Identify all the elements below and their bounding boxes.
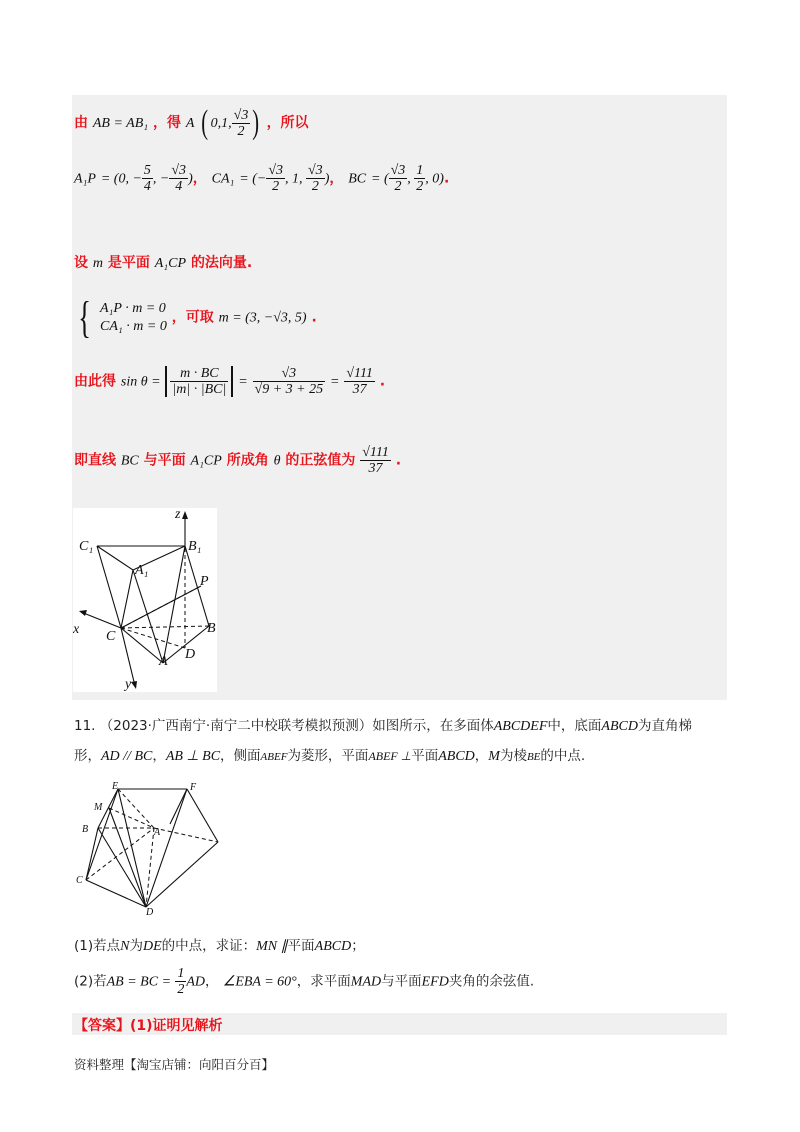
equals: =: [329, 374, 340, 390]
text: ，求平面: [296, 973, 351, 990]
den: 4: [143, 179, 151, 194]
period: .: [395, 452, 402, 469]
equals: =: [238, 374, 248, 390]
text: 与平面: [143, 452, 186, 469]
vector-ca1: CA₁: [211, 171, 235, 187]
label-a: A: [154, 827, 161, 838]
label-p: P: [200, 574, 209, 589]
text: = (: [371, 171, 389, 187]
num: 1: [416, 163, 424, 178]
text: ): [324, 171, 330, 187]
text: ,: [407, 171, 415, 187]
text: 所成角: [226, 452, 269, 469]
text: 的正弦值为: [285, 452, 356, 469]
text: (1)若点: [74, 938, 121, 954]
solution-line-1: [74, 104, 309, 142]
problem-line-2: [74, 744, 585, 765]
part-2: [74, 966, 534, 997]
answer-label: 【答案】(1)证明见解析: [74, 1018, 223, 1034]
solution-line-2: [74, 163, 449, 194]
fraction: [414, 163, 425, 194]
text: ，可取: [171, 309, 214, 326]
footer-note: 资料整理【淘宝店铺：向阳百分百】: [74, 1057, 275, 1072]
text: ；: [351, 938, 365, 954]
solution-line-5: [74, 366, 385, 397]
problem-number: 11.: [74, 718, 96, 734]
label-b: B: [207, 621, 216, 636]
solution-line-6: [74, 445, 401, 476]
fraction: [253, 366, 326, 397]
fraction: [389, 163, 408, 194]
math: MN ∥: [256, 939, 288, 954]
fraction: [360, 445, 391, 476]
text: 是平面: [107, 255, 150, 271]
math: AD: [186, 974, 205, 990]
label-e: E: [112, 781, 119, 792]
part-1: [74, 934, 365, 955]
text: 为棱: [499, 748, 527, 764]
math: N: [120, 939, 130, 954]
period: .: [443, 170, 450, 187]
text: , −: [152, 171, 170, 187]
vector-m: m: [92, 256, 103, 271]
num: 1: [177, 966, 185, 981]
den: 2: [311, 179, 319, 194]
problem-line-1: [74, 714, 692, 735]
text: （2023·广西南宁·南宁二中校联考模拟预测）如图所示，在多面体: [99, 718, 494, 734]
label-c: C: [106, 629, 116, 644]
label-m: M: [94, 802, 103, 813]
text: ，侧面: [220, 748, 261, 764]
text: , 0): [425, 171, 444, 187]
math: ABCDEF: [493, 719, 548, 734]
den: 2: [416, 179, 424, 194]
math: M: [488, 749, 500, 764]
text: = (0, −: [100, 171, 142, 187]
label-y: y: [125, 677, 132, 692]
text: 为菱形，平面: [287, 748, 369, 764]
math: AD // BC: [101, 749, 153, 764]
fraction: [266, 163, 285, 194]
vector-m-value: m = (3, −√3, 5): [218, 310, 307, 326]
num: √111: [346, 366, 373, 381]
den: 37: [368, 461, 383, 476]
label-c1: C₁: [79, 539, 94, 554]
den: 2: [394, 179, 402, 194]
math: MAD: [350, 974, 382, 990]
label-z: z: [175, 508, 181, 522]
vector-a1p: A₁P: [74, 171, 96, 187]
text: 的中点.: [540, 748, 586, 764]
num: 5: [143, 163, 151, 178]
den: 2: [272, 179, 280, 194]
text: 平面: [287, 938, 315, 954]
fraction: [170, 366, 228, 397]
equation-1: A₁P · m = 0: [100, 300, 166, 316]
num: √3: [253, 366, 326, 382]
polyhedron-figure: [76, 780, 222, 916]
text: ，: [204, 973, 219, 990]
text: 平面: [411, 748, 439, 764]
fraction: [344, 366, 375, 397]
num: √3: [308, 163, 323, 178]
paren: ): [252, 104, 260, 141]
sin-theta: sin θ =: [120, 374, 161, 390]
math: AB ⊥ BC: [165, 749, 221, 764]
num: √3: [390, 163, 406, 178]
text: 为直角梯: [637, 718, 692, 734]
equation-system: [100, 300, 167, 336]
fraction: [232, 108, 251, 139]
prism-figure: [73, 508, 217, 692]
fraction: [142, 163, 153, 194]
period: .: [379, 373, 386, 390]
abs-value: [165, 366, 233, 397]
text: ): [188, 171, 193, 187]
math: DE: [142, 939, 162, 954]
label-b1: B₁: [188, 539, 202, 554]
point-a: A: [185, 116, 195, 131]
text: 为: [129, 938, 143, 954]
text: 形，: [74, 748, 101, 764]
text: 设: [74, 255, 88, 271]
math: ABCD: [314, 939, 352, 954]
den: √9 + 3 + 25: [254, 382, 324, 397]
text: 由: [74, 115, 88, 131]
num: m · BC: [170, 366, 228, 382]
text: (2)若: [74, 973, 107, 990]
solution-line-4: [74, 292, 317, 343]
math: ABCD: [601, 719, 638, 734]
math: BE: [526, 751, 541, 763]
math: AB = BC =: [106, 974, 172, 990]
text: ，: [474, 748, 489, 764]
label-a: A: [159, 654, 168, 669]
num: √111: [362, 445, 389, 460]
label-a1: A₁: [135, 563, 149, 578]
den: 2: [237, 123, 245, 139]
math: ABEF: [260, 751, 288, 763]
fraction: [169, 163, 188, 194]
solution-line-3: [74, 252, 252, 272]
text: = (−: [239, 171, 267, 187]
den: 2: [177, 982, 185, 997]
num: √3: [233, 107, 249, 123]
equation-2: CA₁ · m = 0: [100, 318, 167, 334]
label-x: x: [73, 622, 80, 637]
num: √3: [171, 163, 187, 178]
text: 与平面: [381, 973, 422, 990]
answer-bar: [72, 1013, 727, 1035]
sep: ，: [192, 170, 207, 187]
label-f: F: [190, 782, 197, 793]
den: |m| · |BC|: [172, 382, 227, 397]
formula: AB = AB₁: [92, 116, 149, 131]
math: EFD: [421, 974, 449, 990]
text: ，得: [153, 115, 182, 131]
paren: (: [201, 104, 209, 141]
theta: θ: [273, 453, 281, 469]
math: ABCD: [438, 749, 475, 764]
label-c: C: [76, 875, 83, 886]
label-d: D: [185, 647, 196, 662]
plane-a1cp: A₁CP: [154, 256, 187, 271]
coords: 0,1,: [210, 116, 232, 131]
sep: ，: [329, 170, 344, 187]
math: ∠EBA = 60°: [222, 974, 297, 990]
text: ，所以: [266, 115, 309, 131]
period: .: [311, 309, 317, 326]
text: , 1,: [285, 171, 306, 187]
plane-a1cp: A₁CP: [190, 453, 222, 469]
line-bc: BC: [120, 453, 139, 469]
text: 夹角的余弦值.: [448, 973, 535, 990]
num: √3: [268, 163, 283, 178]
label-d: D: [146, 907, 154, 916]
brace: {: [78, 293, 91, 342]
text: ，: [152, 748, 166, 764]
label-b: B: [82, 824, 89, 835]
text: 即直线: [74, 452, 116, 469]
text: 的中点，求证：: [161, 938, 257, 954]
den: 4: [175, 179, 183, 194]
math: ABEF ⊥: [368, 749, 412, 763]
fraction: [175, 966, 186, 997]
vector-bc: BC: [348, 171, 367, 187]
text: 中，底面: [547, 718, 602, 734]
den: 37: [352, 382, 367, 397]
fraction: [306, 163, 325, 194]
text: 的法向量.: [190, 255, 253, 271]
text: 由此得: [74, 373, 116, 390]
